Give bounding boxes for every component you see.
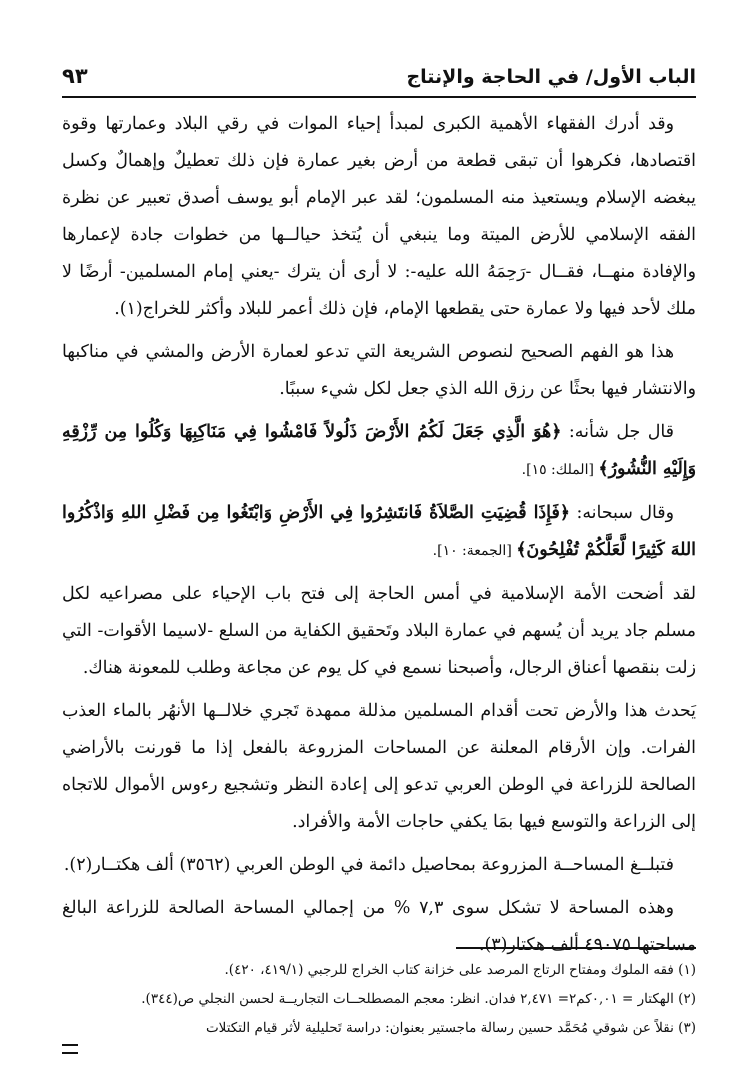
paragraph-ummah-need	[62, 576, 696, 687]
paragraph-land	[62, 693, 696, 841]
verse-intro: قال جل شأنه:	[561, 422, 674, 442]
paragraph-text: وهذه المساحة لا تشكل سوى ٧,٣ % من إجمالي المساحة الصالحة للزراعة البالغ مساحتها ٤٩٠٧٥ ألف هكتار(٣).	[62, 898, 696, 955]
body-text	[62, 106, 696, 970]
chapter-title: الباب الأول/ في الحاجة والإنتاج	[406, 66, 696, 88]
paragraph-quran-mulk	[62, 414, 696, 489]
paragraph-fuqaha	[62, 106, 696, 328]
footnote-3: (٣) نقلاً عن شوقي مُحَمَّد حسين رسالة ماجستير بعنوان: دراسة تَحليلية لأثر قيام التكتلات	[205, 1020, 696, 1036]
running-header	[62, 62, 696, 98]
continuation-mark	[62, 1044, 78, 1054]
paragraph-cultivated-area	[62, 847, 696, 884]
quran-verse: ﴿هُوَ الَّذِي جَعَلَ لَكُمُ الأَرْضَ ذَلُولاً فَامْشُوا فِي مَنَاكِبِهَا وَكُلُوا مِن رِّزْقِهِ وَإِلَيْهِ النُّشُورُ﴾	[62, 422, 696, 479]
paragraph-text: وقد أدرك الفقهاء الأهمية الكبرى لمبدأ إحياء الموات في رقي البلاد وعمارتها وقوة اقتصادها، فكرهوا أن تبقى قطعة من أرض بغير عمارة فإن ذلك تعطيلٌ وإهمالٌ وكسل يبغضه الإسلام ويستعيذ منه المسلمون؛ لقد عبر الإمام أبو يوسف أصدق تعبير عن نظرة الفقه الإسلامي للأرض الميتة وما ينبغي أن يُتخذ حيالــها من خطوات جادة لإعمارها والإفادة منهــا، فقــال -رَحِمَهُ الله عليه-: لا أرى أن يترك -يعني إمام المسلمين- أرضًا لا ملك لأحد فيها ولا عمارة حتى يقطعها الإمام، فإن ذلك أعمر للبلاد وأكثر للخراج(١).	[62, 114, 696, 319]
paragraph-text: فتبلــغ المساحــة المزروعة بمحاصيل دائمة في الوطن العربي (٣٥٦٢) ألف هكتــار(٢).	[63, 855, 674, 875]
footnote-separator	[456, 947, 696, 949]
page-number: ٩٣	[62, 64, 88, 88]
paragraph-text: هذا هو الفهم الصحيح لنصوص الشريعة التي تدعو لعمارة الأرض والمشي في مناكبها والانتشار فيها بحثًا عن رزق الله الذي جعل لكل شيء سببًا.	[62, 342, 696, 399]
paragraph-text: يَحدث هذا والأرض تحت أقدام المسلمين مذللة ممهدة تَجري خلالــها الأنهُر بالماء العذب الفرات. وإن الأرقام المعلنة عن المساحات المزروعة بالفعل إذا ما قورنت بالأراضي الصالحة للزراعة في الوطن العربي تدعو إلى إعادة النظر وتشجيع رءوس الأموال للاتجاه إلى الزراعة والتوسع فيها بمَا يكفي حاجات الأمة والأفراد.	[62, 701, 696, 832]
footnote-1: (١) فقه الملوك ومفتاح الرتاج المرصد على خزانة كتاب الخراج للرجبي (٤١٩/١، ٤٢٠).	[224, 962, 696, 978]
verse-intro: وقال سبحانه:	[569, 503, 674, 523]
verse-reference: [الجمعة: ١٠].	[432, 543, 517, 559]
quran-verse: ﴿فَإِذَا قُضِيَتِ الصَّلاَةُ فَانتَشِرُوا فِي الأَرْضِ وَابْتَغُوا مِن فَضْلِ اللهِ وَاذْكُرُوا اللهَ كَثِيرًا لَّعَلَّكُمْ تُفْلِحُونَ﴾	[62, 503, 696, 560]
footnote-2: (٢) الهكتار = ٠,٠١كم٢= ٢,٤٧١ فدان. انظر: معجم المصطلحــات التجاريــة لحسن النجلي ص(٣٤٤).	[141, 991, 696, 1007]
paragraph-quran-jumua	[62, 495, 696, 570]
footnotes	[62, 956, 696, 1043]
paragraph-text: لقد أضحت الأمة الإسلامية في أمس الحاجة إلى فتح باب الإحياء على مصراعيه لكل مسلم جاد يريد أن يُسهم في عمارة البلاد وتَحقيق الكفاية من السلع -لاسيما الأقوات- التي زلت بنقصها أعناق الرجال، وأصبحنا نسمع في كل يوم عن مجاعة وطلب للمعونة هناك.	[62, 584, 696, 678]
paragraph-percentage	[62, 890, 696, 964]
paragraph-understanding	[62, 334, 696, 408]
verse-reference: [الملك: ١٥].	[521, 462, 599, 478]
